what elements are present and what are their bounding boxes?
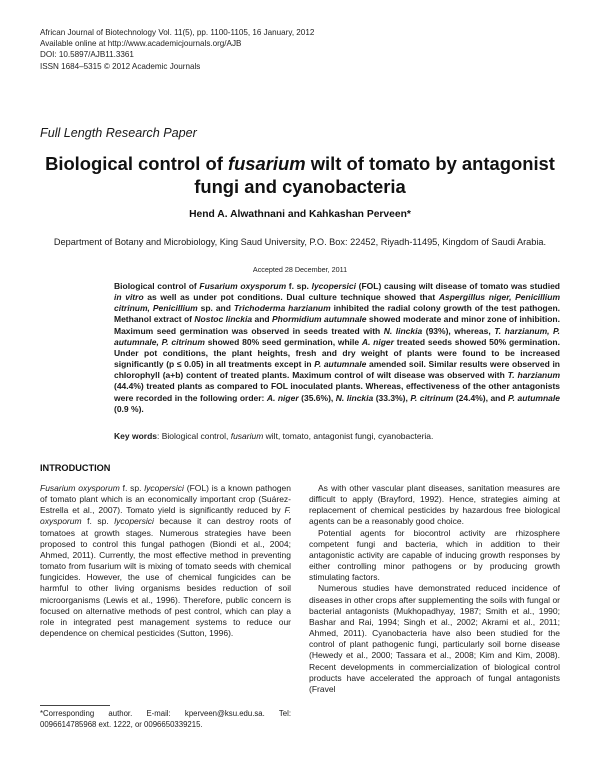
intro-paragraph: As with other vascular plant diseases, sanitation measures are difficult to apply (Brayford, 1992). Hence, strategies aiming at replacement of chemical pesticides by hazardous free biological agents can be a reasonably good choice. (309, 483, 560, 527)
accepted-date: Accepted 28 December, 2011 (252, 265, 348, 274)
abstract-text: (FOL) causing wilt disease of tomato was studied (356, 281, 561, 291)
abstract-species: P. autumnale (314, 359, 367, 370)
body-text: because it can destroy roots of tomatoes at growth stages. Numerous strategies have been proposed to control this fungal pathogen (Biondi et al., 2004; Ahmed, 2011). Currently, the most effective method in preventing tomato from fusarium wilt is mixing of tomato seeds with chemical fungicides. However, the use of chemical fungicides can be harmful to other living organisms besides reduction of soil microorganisms (Lewis et al., 1996). Therefore, public concern is focused on alternative methods of pest control, which can play a role in integrated pest management systems to reduce our dependence on chemical pesticides (Sutton, 1996). (40, 516, 291, 639)
footnote-divider (40, 705, 110, 706)
intro-paragraph (40, 483, 291, 639)
title-part: wilt of tomato by antagonist fungi and cyanobacteria (194, 153, 555, 197)
abstract-text: f. sp. (286, 281, 312, 291)
abstract-text: Biological control of (114, 281, 200, 291)
abstract-text: (44.4%) treated plants as compared to FOL inoculated plants. Whereas, effectiveness of the other antagonists were recorded in the following order: (114, 381, 560, 403)
body-text: f. sp. (119, 483, 145, 493)
paper-type: Full Length Research Paper (40, 126, 197, 140)
species-name: lycopersici (144, 483, 184, 493)
abstract-text: treated seeds showed 50% germination. Under pot conditions, the plant heights, fresh and dry weight of plants were found to be increased significantly (p ≤ 0.05) in all treatments except in (114, 336, 560, 370)
abstract-species: Phormidium autumnale (272, 314, 367, 325)
abstract-text: (35.6%), (298, 392, 336, 403)
abstract-species: P. citrinum (410, 392, 454, 403)
abstract-species: N. linckia (383, 325, 423, 336)
abstract-species: T. harzianum, P. autumnale, P. citrinum (114, 325, 560, 347)
abstract-text: showed moderate and minor zone of inhibition. Maximum seed germination was observed in seeds treated with (114, 314, 560, 336)
abstract-text: showed 80% seed germination, while (204, 336, 362, 347)
abstract-text: amended soil. Similar results were observed in chlorophyll (a+b) content of treated plants. Maximum control of wilt disease was observed with (114, 359, 561, 381)
abstract-text: sp. and (197, 303, 234, 314)
species-name: F. oxysporum (40, 505, 291, 527)
abstract-species: N. linckia (335, 392, 374, 403)
body-text: (FOL) is a known pathogen of tomato plant which is an economically important crop (Suárez-Estrella et al., 2007). Tomato yield is significantly reduced by (40, 483, 291, 516)
keywords-italic: fusarium (230, 431, 264, 441)
abstract-species: Fusarium oxysporum (199, 281, 287, 291)
corresponding-author-footnote: *Corresponding author. E-mail: kperveen@ksu.edu.sa. Tel: 0096614785968 ext. 1222, or 0096650339215. (40, 709, 291, 729)
abstract-species: T. harzianum (507, 370, 561, 381)
abstract-text: as well as under pot conditions. Dual culture technique showed that (143, 292, 439, 303)
intro-paragraph: Numerous studies have demonstrated reduced incidence of diseases in other crops after supplementing the soils with fungal or bacterial antagonists (Mukhopadhyay, 1987; Smith et al., 1990; Bashar and Rai, 1994; Singh et al., 2002; Akrami et al., 2011; Ahmed, 2011). Cyanobacteria have also been studied for the control of plant pathogenic fungi, particularly soil borne disease (Hewedy et al., 2000; Tassara et al., 2008; Kim and Kim, 2008). Recent developments in commercialization of biological control products have accelerated the approach of fungal antagonists (Fravel (309, 583, 560, 694)
abstract-text: inhibited the radial colony growth of the test pathogen. Methanol extract of (114, 303, 561, 325)
abstract-species: Aspergillus niger, Penicillium citrinum, Penicillium (114, 292, 561, 314)
abstract-text: and (252, 314, 273, 325)
abstract (114, 281, 560, 415)
abstract-text: (0.9 %). (114, 403, 144, 414)
affiliation: Department of Botany and Microbiology, King Saud University, P.O. Box: 22452, Riyadh-11495, Kingdom of Saudi Arabia. (53, 237, 547, 247)
species-name: lycopersici (114, 516, 154, 527)
abstract-species: A. niger (361, 336, 394, 347)
keywords-label: Key words (114, 431, 157, 441)
right-column (309, 483, 560, 695)
abstract-species: P. autumnale (508, 392, 560, 403)
keywords-text: : Biological control, (157, 431, 231, 441)
body-text: f. sp. (81, 516, 115, 527)
authors: Hend A. Alwathnani and Kahkashan Perveen* (189, 209, 411, 220)
doi-line: DOI: 10.5897/AJB11.3361 (40, 50, 134, 60)
abstract-species: Trichoderma harzianum (233, 303, 331, 314)
species-name: Fusarium oxysporum (40, 483, 120, 493)
title-italic-part: fusarium (227, 153, 306, 174)
journal-header (40, 27, 460, 72)
journal-url-line: Available online at http://www.academicjournals.org/AJB (40, 39, 242, 49)
title-part: Biological control of (45, 153, 228, 174)
paper-title (40, 152, 560, 198)
abstract-text: (33.3%), (373, 392, 411, 403)
keywords (114, 431, 560, 441)
abstract-text: (24.4%), and (453, 392, 509, 403)
issn-line: ISSN 1684–5315 © 2012 Academic Journals (40, 61, 201, 71)
abstract-species: A. niger (266, 392, 299, 403)
abstract-species: in vitro (114, 292, 144, 303)
abstract-species: Nostoc linckia (194, 314, 253, 325)
abstract-text: (93%), whereas, (422, 325, 495, 336)
section-heading-introduction: INTRODUCTION (40, 463, 111, 473)
journal-citation: African Journal of Biotechnology Vol. 11(5), pp. 1100-1105, 16 January, 2012 (40, 28, 315, 37)
abstract-species: lycopersici (311, 281, 356, 291)
keywords-text: wilt, tomato, antagonist fungi, cyanobacteria. (263, 431, 434, 441)
left-column (40, 483, 291, 639)
intro-paragraph: Potential agents for biocontrol activity are rhizosphere competent fungi and bacteria, which in addition to their antagonistic activity are capable of inducing growth responses by either controlling minor pathogens or by producing growth stimulating factors. (309, 527, 560, 583)
